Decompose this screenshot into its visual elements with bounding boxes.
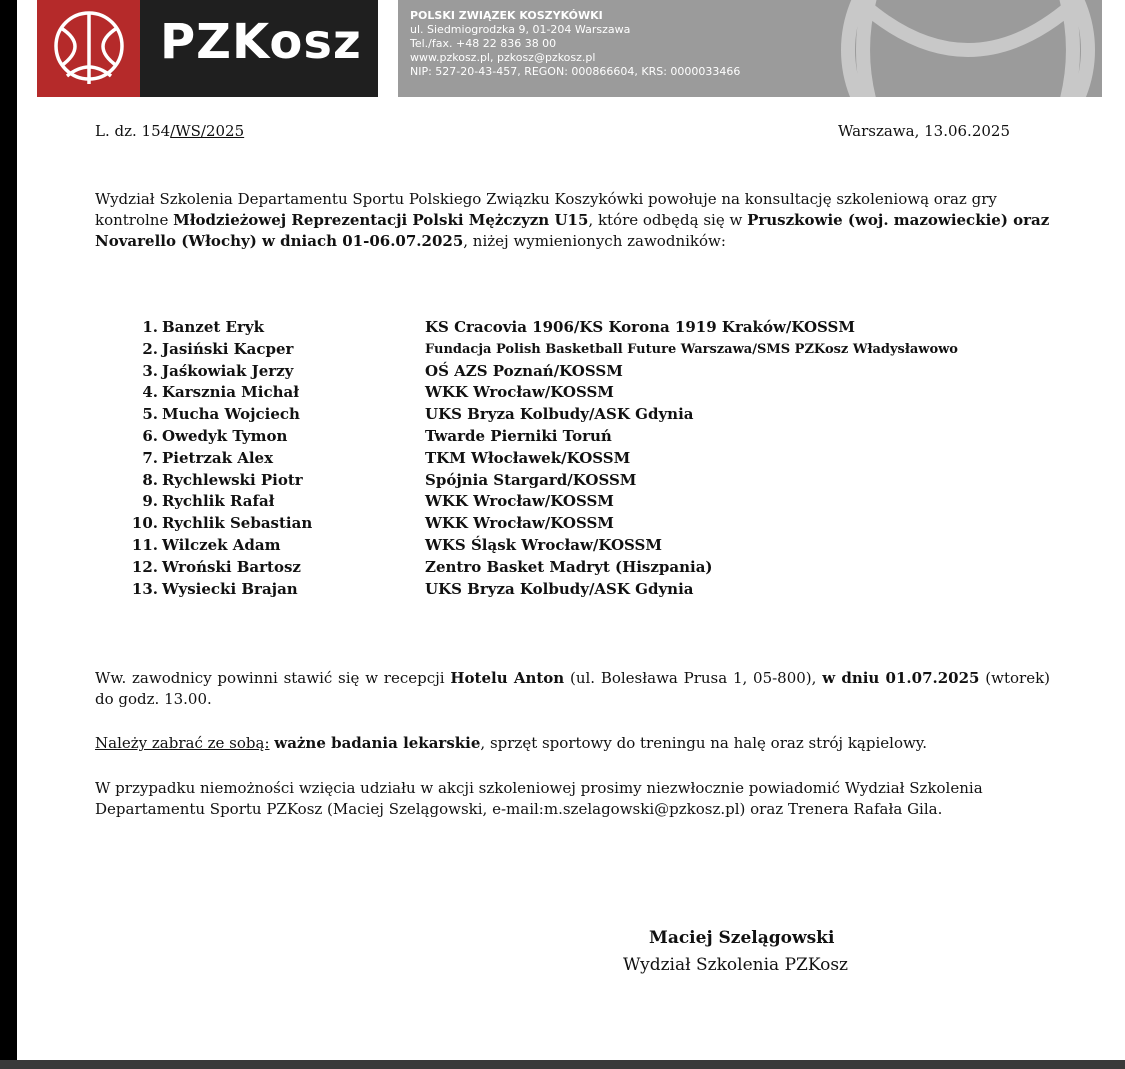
player-number: 9.: [142, 492, 158, 511]
player-name: Wilczek Adam: [162, 535, 281, 554]
place-date: Warszawa, 13.06.2025: [838, 122, 1010, 140]
player-name: Rychlewski Piotr: [162, 470, 303, 489]
player-name: Jaśkowiak Jerzy: [162, 361, 294, 380]
player-name: Rychlik Sebastian: [162, 514, 313, 533]
org-ids: NIP: 527-20-43-457, REGON: 000866604, KRS: 0000033466: [410, 65, 741, 78]
player-number: 10.: [131, 514, 158, 533]
bottom-page-edge: [0, 1060, 1125, 1069]
player-club: UKS Bryza Kolbudy/ASK Gdynia: [425, 579, 694, 598]
player-name: Wroński Bartosz: [162, 557, 301, 576]
player-name: Pietrzak Alex: [162, 448, 274, 467]
arrival-text-1: Ww. zawodnicy powinni stawić się w recepcji: [95, 669, 451, 687]
player-number: 6.: [142, 426, 158, 445]
org-web: www.pzkosz.pl, pzkosz@pzkosz.pl: [410, 51, 596, 64]
reference-prefix: L. dz. 154: [95, 122, 171, 140]
player-name: Banzet Eryk: [162, 318, 264, 336]
signature-department: Wydział Szkolenia PZKosz: [623, 955, 849, 975]
bring-text: , sprzęt sportowy do treningu na halę oraz strój kąpielowy.: [480, 734, 928, 752]
arrival-date: w dniu 01.07.2025: [822, 669, 980, 687]
org-address: ul. Siedmiogrodzka 9, 01-204 Warszawa: [410, 23, 631, 36]
reference-number: [95, 122, 244, 140]
basketball-watermark-icon: [818, 0, 1102, 97]
player-number: 11.: [131, 535, 158, 554]
player-club: WKK Wrocław/KOSSM: [425, 492, 614, 511]
logo-emblem: [37, 0, 140, 97]
intro-bold-team: Młodzieżowej Reprezentacji Polski Mężczyzn U15: [173, 211, 589, 229]
arrival-text-3: (wtorek) do godz. 13.00.: [95, 669, 1051, 708]
player-name: Mucha Wojciech: [162, 405, 300, 424]
player-name: Owedyk Tymon: [162, 426, 288, 445]
bring-medical: ważne badania lekarskie: [274, 734, 481, 752]
arrival-hotel: Hotelu Anton: [450, 669, 565, 687]
organization-info: [410, 9, 740, 79]
intro-paragraph: [95, 189, 1050, 252]
left-page-edge: [0, 0, 17, 1069]
player-club: WKS Śląsk Wrocław/KOSSM: [425, 535, 662, 554]
player-club: OŚ AZS Poznań/KOSSM: [425, 361, 623, 380]
intro-bold-place-dates: Pruszkowie (woj. mazowieckie) oraz Novarello (Włochy) w dniach 01-06.07.2025: [95, 211, 1050, 250]
letterhead-band: [398, 0, 1102, 97]
player-number: 1.: [142, 318, 158, 336]
player-name: Rychlik Rafał: [162, 492, 275, 511]
player-club: Fundacja Polish Basketball Future Warszawa/SMS PZKosz Władysławowo: [425, 341, 958, 357]
logo-text: PZKosz: [160, 14, 362, 70]
intro-text-1: Wydział Szkolenia Departamentu Sportu Polskiego Związku Koszykówki powołuje na konsultację szkoleniową oraz gry kontrolne: [95, 190, 997, 229]
org-phone: Tel./fax. +48 22 836 38 00: [410, 37, 557, 50]
player-club: KS Cracovia 1906/KS Korona 1919 Kraków/KOSSM: [425, 318, 855, 336]
arrival-text-2: (ul. Bolesława Prusa 1, 05-800),: [564, 669, 823, 687]
signature-name: Maciej Szelągowski: [649, 928, 835, 948]
org-name: POLSKI ZWIĄZEK KOSZYKÓWKI: [410, 9, 603, 22]
pzkosz-logo: [37, 0, 378, 97]
player-number: 5.: [142, 405, 158, 424]
intro-text-3: , niżej wymienionych zawodników:: [463, 232, 726, 250]
player-number: 2.: [142, 339, 158, 358]
player-club: Zentro Basket Madryt (Hiszpania): [425, 557, 713, 576]
basketball-icon: [49, 6, 129, 90]
bring-label: Należy zabrać ze sobą:: [95, 734, 270, 752]
player-club: WKK Wrocław/KOSSM: [425, 383, 614, 402]
player-number: 7.: [142, 448, 158, 467]
player-club: UKS Bryza Kolbudy/ASK Gdynia: [425, 405, 694, 424]
player-number: 3.: [142, 361, 158, 380]
arrival-paragraph: [95, 668, 1050, 710]
player-name: Karsznia Michał: [162, 383, 299, 402]
player-name: Jasiński Kacper: [162, 339, 294, 358]
player-number: 4.: [142, 383, 158, 402]
player-club: TKM Włocławek/KOSSM: [425, 448, 631, 467]
player-club: Spójnia Stargard/KOSSM: [425, 470, 637, 489]
player-number: 8.: [142, 470, 158, 489]
bring-paragraph: [95, 733, 1050, 754]
player-number: 12.: [131, 557, 158, 576]
player-club: WKK Wrocław/KOSSM: [425, 514, 614, 533]
player-number: 13.: [131, 579, 158, 598]
reference-suffix: /WS/2025: [170, 122, 245, 140]
player-club: Twarde Pierniki Toruń: [425, 426, 612, 445]
absence-paragraph: W przypadku niemożności wzięcia udziału w akcji szkoleniowej prosimy niezwłocznie powiadomić Wydział Szkolenia Departamentu Sportu PZKosz (Maciej Szelągowski, e-mail:m.szelagowski@pzkosz.pl) oraz Trenera Rafała Gila.: [95, 779, 983, 818]
player-name: Wysiecki Brajan: [162, 579, 298, 598]
intro-text-2: , które odbędą się w: [588, 211, 748, 229]
